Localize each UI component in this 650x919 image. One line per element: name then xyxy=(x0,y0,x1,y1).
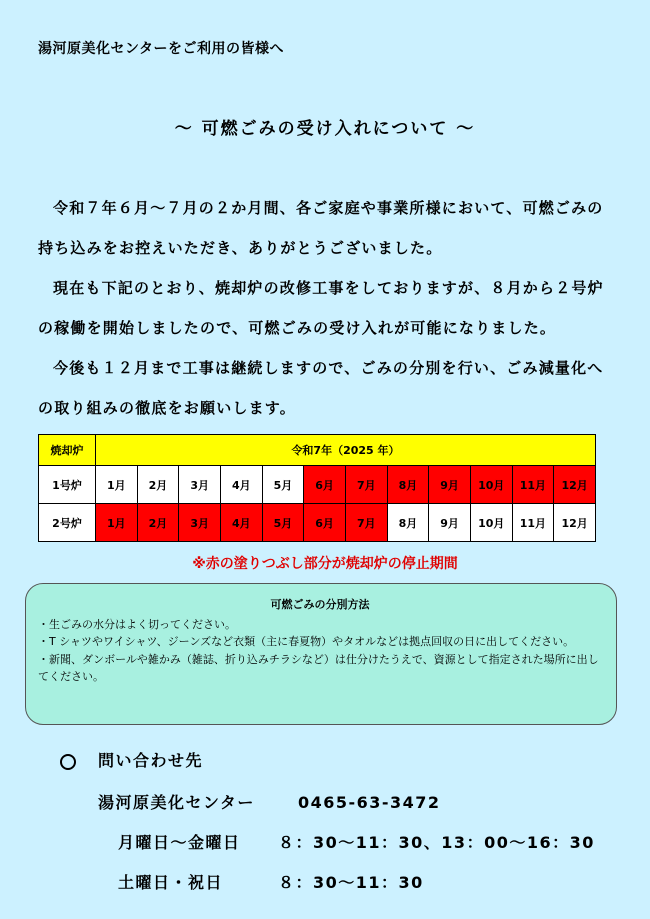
month-cell: 1月 xyxy=(96,504,138,542)
furnace-label: 2号炉 xyxy=(39,504,96,542)
month-cell: 3月 xyxy=(179,504,221,542)
month-cell: 9月 xyxy=(429,504,471,542)
month-cell: 12月 xyxy=(554,466,596,504)
weekday-label: 月曜日～金曜日 xyxy=(118,833,241,852)
sorting-info-box xyxy=(25,583,617,725)
month-cell: 5月 xyxy=(262,466,304,504)
center-name: 湯河原美化センター xyxy=(98,793,255,812)
month-cell: 9月 xyxy=(429,466,471,504)
month-cell: 4月 xyxy=(220,504,262,542)
period-label: 令和7年（2025 年） xyxy=(96,435,596,466)
sorting-item: ・新聞、ダンボールや雑かみ（雑誌、折り込みチラシなど）は仕分けたうえで、資源として指定された場所に出してください。 xyxy=(38,652,599,683)
paragraph: 今後も１２月まで工事は継続しますので、ごみの分別を行い、ごみ減量化への取り組みの徹底をお願いします。 xyxy=(38,359,604,417)
month-cell: 3月 xyxy=(179,466,221,504)
furnace-label: 1号炉 xyxy=(39,466,96,504)
month-cell: 11月 xyxy=(512,466,554,504)
month-cell: 4月 xyxy=(220,466,262,504)
month-cell: 11月 xyxy=(512,504,554,542)
month-cell: 7月 xyxy=(345,466,387,504)
legend-note: ※赤の塗りつぶし部分が焼却炉の停止期間 xyxy=(192,556,458,572)
sorting-title: 可燃ごみの分別方法 xyxy=(270,598,370,611)
paragraph: 現在も下記のとおり、焼却炉の改修工事をしておりますが、８月から２号炉の稼働を開始しましたので、可燃ごみの受け入れが可能になりました。 xyxy=(38,279,604,337)
circle-bullet-icon xyxy=(60,754,76,770)
paragraph: 令和７年６月～７月の２か月間、各ご家庭や事業所様において、可燃ごみの持ち込みをお控えいただき、ありがとうございました。 xyxy=(38,199,604,257)
weekend-label: 土曜日・祝日 xyxy=(118,873,224,892)
month-cell: 5月 xyxy=(262,504,304,542)
contact-heading: 問い合わせ先 xyxy=(98,751,204,770)
month-cell: 6月 xyxy=(304,466,346,504)
month-cell: 1月 xyxy=(96,466,138,504)
month-cell: 6月 xyxy=(304,504,346,542)
corner-label: 焼却炉 xyxy=(39,435,96,466)
month-cell: 8月 xyxy=(387,466,429,504)
month-cell: 10月 xyxy=(470,504,512,542)
weekday-hours: ８：30～11：30、13：00～16：30 xyxy=(278,833,595,852)
month-cell: 2月 xyxy=(137,504,179,542)
month-cell: 10月 xyxy=(470,466,512,504)
incinerator-schedule-table xyxy=(38,434,596,542)
page-title: ～ 可燃ごみの受け入れについて ～ xyxy=(174,119,476,139)
notice-body xyxy=(38,188,618,428)
addressee: 湯河原美化センターをご利用の皆様へ xyxy=(38,41,284,57)
furnace-row-1 xyxy=(39,466,596,504)
weekend-hours: ８：30～11：30 xyxy=(278,873,424,892)
sorting-item: ・生ごみの水分はよく切ってください。 xyxy=(38,617,236,631)
sorting-item: ・T シャツやワイシャツ、ジーンズなど衣類（主に春夏物）やタオルなどは拠点回収の日に出してください。 xyxy=(38,635,575,648)
month-cell: 7月 xyxy=(345,504,387,542)
month-cell: 8月 xyxy=(387,504,429,542)
month-cell: 12月 xyxy=(554,504,596,542)
month-cell: 2月 xyxy=(137,466,179,504)
phone-number: 0465-63-3472 xyxy=(297,793,441,812)
furnace-row-2 xyxy=(39,504,596,542)
